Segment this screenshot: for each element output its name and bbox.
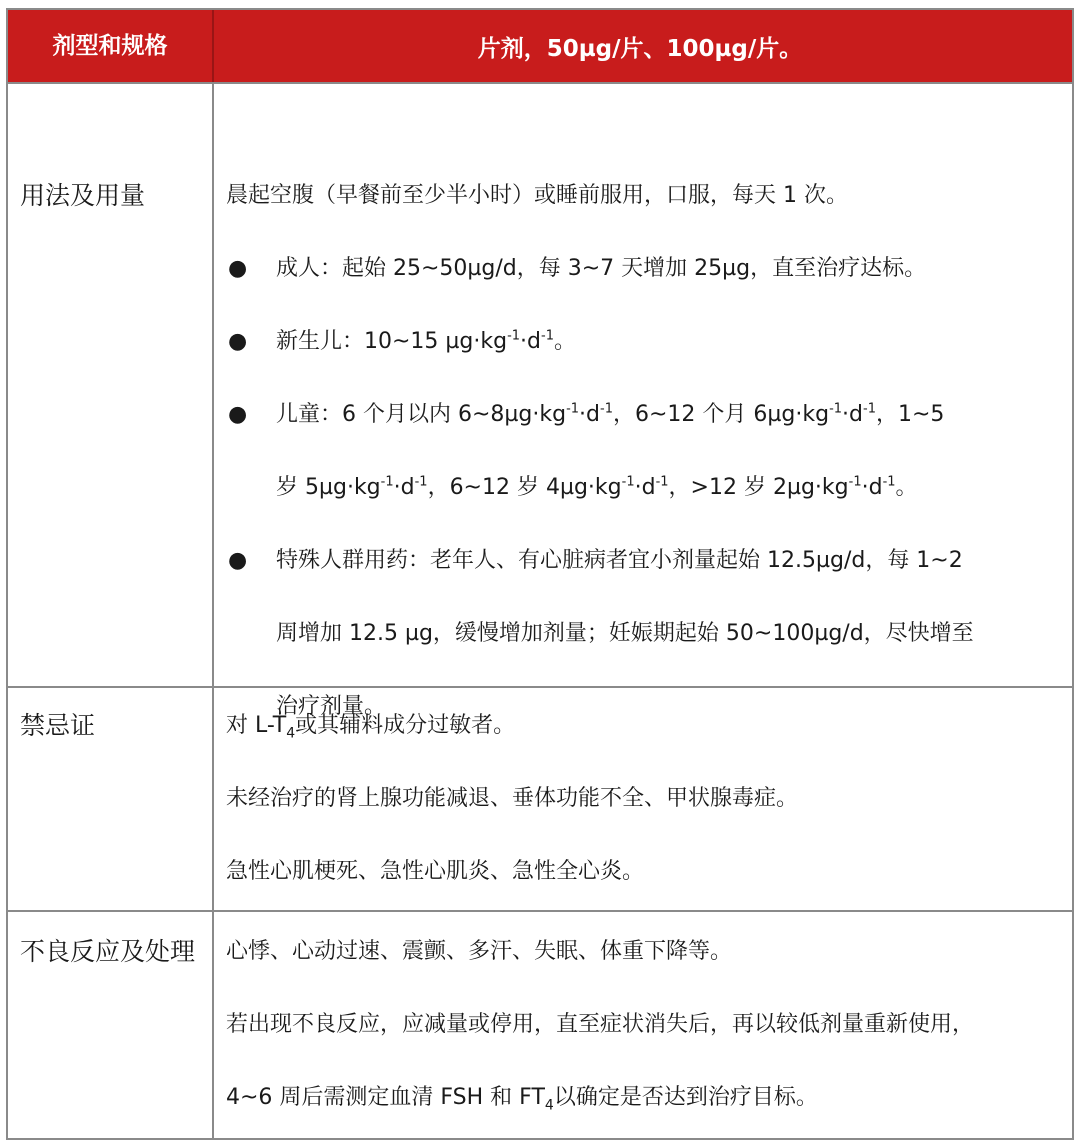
contraindication-line-3: 急性心肌梗死、急性心肌炎、急性全心炎。 [226,859,645,884]
child-dose-line2: 岁 $5\mu g\cdot kg^{-1}\cdot d^{-1}$，6~12 岁 $4\mu g\cdot kg^{-1}\cdot d^{-1}$，>12 岁 $2\mu g\cdot kg^{-1}\cdot d^{-1}$。 [276,474,918,500]
usage-dosage-content [214,84,1072,719]
contraindication-line-2: 未经治疗的肾上腺功能减退、垂体功能不全、甲状腺毒症。 [226,786,799,811]
adverse-reactions-label: 不良反应及处理 [8,912,214,1138]
bullet-icon: ● [228,548,248,573]
adult-dose-text: 成人：起始 25~50µg/d，每 3~7 天增加 25µg，直至治疗达标。 [276,256,927,281]
newborn-dose-text: 新生儿：10~15 $\mu g\cdot kg^{-1}\cdot d^{-1}$。 [276,328,576,354]
usage-dosage-label: 用法及用量 [8,84,214,686]
usage-dosage-row [8,84,1072,719]
adverse-line-1: 心悸、心动过速、震颤、多汗、失眠、体重下降等。 [226,939,733,964]
list-item-newborn [226,324,1066,397]
bullet-icon: ● [228,256,248,281]
header-dosage-form-value: 片剂，50µg/片、100µg/片。 [477,35,803,62]
special-dose-line1: 特殊人群用药：老年人、有心脏病者宜小剂量起始 12.5µg/d，每 1~2 [276,548,963,573]
adverse-line-3: 4~6 周后需测定血清 FSH 和 $FT_4$以确定是否达到治疗目标。 [226,1085,818,1114]
special-dose-line3: 治疗剂量。 [276,694,387,719]
adverse-reactions-row [8,912,1072,1138]
list-item-child [226,397,1066,543]
contraindications-row [8,688,1072,912]
contraindication-line-1: 对 $L-T_4$或其辅料成分过敏者。 [226,713,516,742]
bullet-icon: ● [228,329,248,354]
special-dose-line2: 周增加 12.5 µg，缓慢增加剂量；妊娠期起始 50~100µg/d，尽快增至 [276,621,974,646]
usage-intro: 晨起空腹（早餐前至少半小时）或睡前服用，口服，每天 1 次。 [226,183,848,208]
drug-info-table [6,8,1074,1140]
contraindications-content [214,688,1072,910]
list-item-adult [226,251,1066,324]
table-header-row [8,10,1072,84]
adverse-reactions-content [214,912,1072,1138]
child-dose-line1: 儿童：6 个月以内 $6\sim 8\mu g\cdot kg^{-1}\cdot d^{-1}$，6~12 个月 $6\mu g\cdot kg^{-1}\cdot d^{-1}$，1~5 [276,401,945,427]
adverse-line-2: 若出现不良反应，应减量或停用，直至症状消失后，再以较低剂量重新使用， [226,1012,975,1037]
contraindications-label: 禁忌证 [8,688,214,910]
bullet-icon: ● [228,402,248,427]
header-dosage-form-label: 剂型和规格 [8,10,214,82]
